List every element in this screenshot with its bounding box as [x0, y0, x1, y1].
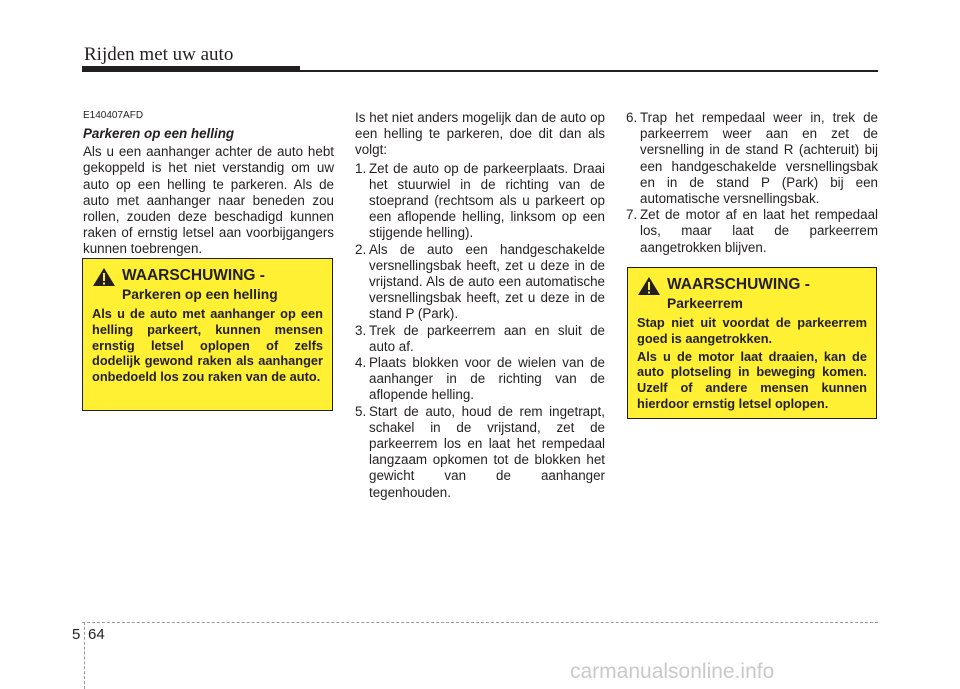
page-number: 64	[88, 626, 105, 643]
warning-box-hill-parking	[82, 258, 333, 411]
steps-list	[355, 161, 605, 501]
steps-list-continued	[626, 110, 878, 256]
list-item	[355, 404, 605, 501]
warning-header	[92, 267, 323, 287]
list-item	[626, 207, 878, 256]
header-bar	[82, 66, 300, 72]
list-item	[355, 355, 605, 404]
step-text: Trap het rempedaal weer in, trek de parkeerrem weer aan en zet de versnelling in de stand R (achteruit) bij een handgeschakelde versnellingsbak en in de stand P (Park) bij een automatische versnellingsbak.	[640, 110, 878, 207]
list-item	[626, 110, 878, 207]
middle-column	[355, 110, 605, 501]
step-number: 3.	[355, 322, 367, 338]
warning-body: Stap niet uit voordat de parkeerrem goed is aangetrokken.	[637, 315, 867, 346]
warning-subtitle: Parkeerrem	[667, 296, 743, 311]
step-text: Start de auto, houd de rem ingetrapt, schakel in de vrijstand, zet de parkeerrem los en laat het rempedaal langzaam opkomen tot de blokken het gewicht van de aanhanger tegenhouden.	[369, 403, 605, 500]
warning-title: WAARSCHUWING -	[667, 276, 810, 293]
warning-triangle-icon	[637, 276, 661, 296]
warning-body: Als u de auto met aanhanger op een helling parkeert, kunnen mensen ernstig letsel oplopen of zelfs dodelijk gewond raken als aanhanger onbedoeld los zou raken van de auto.	[92, 306, 323, 385]
header-rule	[300, 70, 878, 72]
step-text: Plaats blokken voor de wielen van de aanhanger in de richting van de aflopende helling.	[369, 355, 605, 403]
warning-body: Als u de motor laat draaien, kan de auto plotseling in beweging komen. Uzelf of andere mensen kunnen hierdoor ernstig letsel oplopen.	[637, 348, 867, 411]
warning-triangle-icon	[92, 267, 116, 287]
step-text: Trek de parkeerrem aan en sluit de auto af.	[369, 322, 605, 354]
footer-divider	[84, 622, 85, 689]
warning-subtitle: Parkeren op een helling	[122, 287, 278, 302]
chapter-number: 5	[72, 626, 81, 643]
step-number: 1.	[355, 160, 367, 176]
left-column	[83, 110, 334, 258]
warning-title: WAARSCHUWING -	[122, 267, 265, 284]
step-number: 2.	[355, 241, 367, 257]
step-text: Als de auto een handgeschakelde versnellingsbak heeft, zet u deze in de vrijstand. Als de auto een automatische versnellingsbak heeft, zet u deze in de stand P (Park).	[369, 241, 605, 322]
footer-rule	[82, 622, 878, 623]
step-number: 5.	[355, 403, 367, 419]
step-text: Zet de motor af en laat het rempedaal los, maar laat de parkeerrem aangetrokken blijven.	[640, 207, 878, 255]
right-column	[626, 110, 878, 256]
watermark: carmanualsonline.info	[570, 660, 775, 683]
steps-intro: Is het niet anders mogelijk dan de auto op een helling te parkeren, doe dit dan als volgt:	[355, 110, 605, 158]
step-number: 7.	[626, 207, 638, 223]
list-item	[355, 161, 605, 242]
list-item	[355, 242, 605, 323]
section-paragraph: Als u een aanhanger achter de auto hebt gekoppeld is het niet verstandig om uw auto op een helling te parkeren. Als de auto met aanhanger naar beneden zou rollen, zouden deze beschadigd kunnen raken of ernstig letsel aan voorbijgangers kunnen toebrengen.	[83, 144, 334, 257]
step-number: 4.	[355, 355, 367, 371]
step-number: 6.	[626, 110, 638, 125]
section-code: E140407AFD	[83, 110, 144, 121]
page-header-title: Rijden met uw auto	[84, 44, 234, 65]
list-item	[355, 323, 605, 355]
warning-header	[637, 276, 867, 296]
section-heading: Parkeren op een helling	[83, 126, 235, 141]
warning-box-parking-brake	[627, 267, 877, 419]
step-text: Zet de auto op de parkeerplaats. Draai het stuurwiel in de richting van de stoeprand (rechtsom als u parkeert op een aflopende helling, linksom op een stijgende helling).	[369, 160, 605, 241]
